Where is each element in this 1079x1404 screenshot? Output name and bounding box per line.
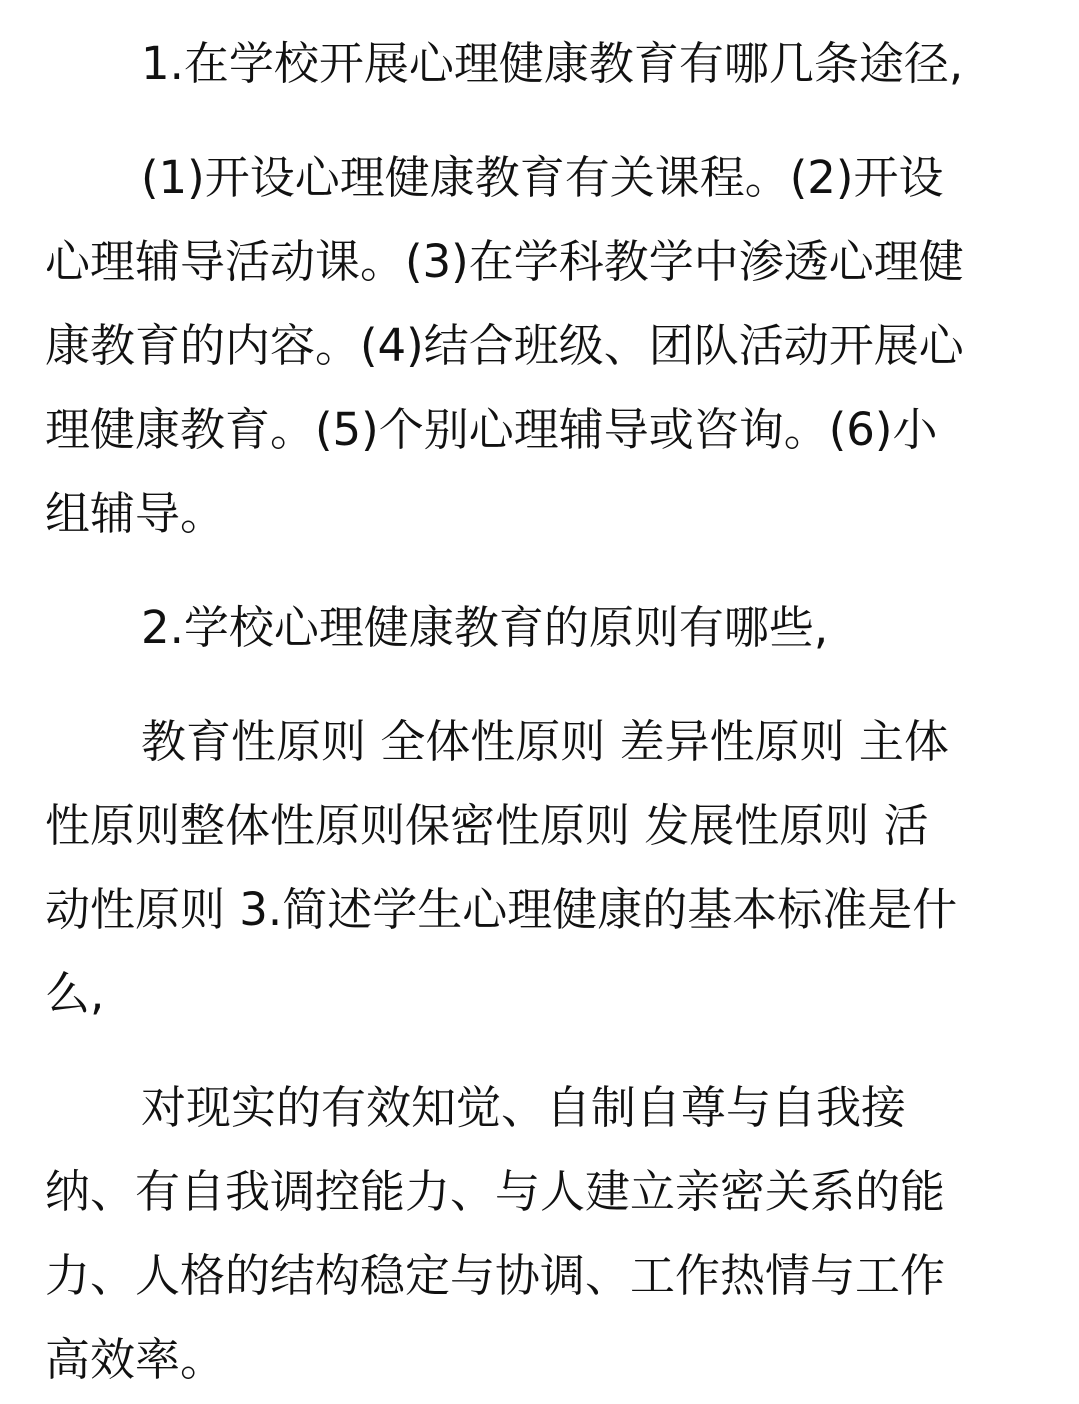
- question-2-heading: [45, 586, 1055, 670]
- answer-1-paragraph: [45, 136, 1055, 556]
- answer-3-paragraph: [45, 1066, 1055, 1402]
- text-line: 组辅导。: [45, 487, 226, 540]
- text-line: 1.在学校开展心理健康教育有哪几条途径,: [141, 37, 964, 90]
- answer-2-paragraph: [45, 700, 1055, 1036]
- question-1-heading: [45, 22, 1055, 106]
- text-line: 对现实的有效知觉、自制自尊与自我接: [141, 1081, 907, 1134]
- text-line: 教育性原则 全体性原则 差异性原则 主体: [141, 715, 949, 768]
- text-line: 康教育的内容。(4)结合班级、团队活动开展心: [45, 319, 964, 372]
- text-line: 性原则整体性原则保密性原则 发展性原则 活: [45, 799, 929, 852]
- text-line: 心理辅导活动课。(3)在学科教学中渗透心理健: [45, 235, 964, 288]
- text-line: 动性原则 3.简述学生心理健康的基本标准是什: [45, 883, 958, 936]
- text-line: (1)开设心理健康教育有关课程。(2)开设: [141, 151, 944, 204]
- text-line: 高效率。: [45, 1333, 226, 1386]
- text-line: 2.学校心理健康教育的原则有哪些,: [141, 601, 829, 654]
- text-line: 理健康教育。(5)个别心理辅导或咨询。(6)小: [45, 403, 938, 456]
- text-line: 力、人格的结构稳定与协调、工作热情与工作: [45, 1249, 946, 1302]
- text-line: 么,: [45, 967, 105, 1020]
- text-line: 纳、有自我调控能力、与人建立亲密关系的能: [45, 1165, 946, 1218]
- document-body: [45, 22, 1055, 1402]
